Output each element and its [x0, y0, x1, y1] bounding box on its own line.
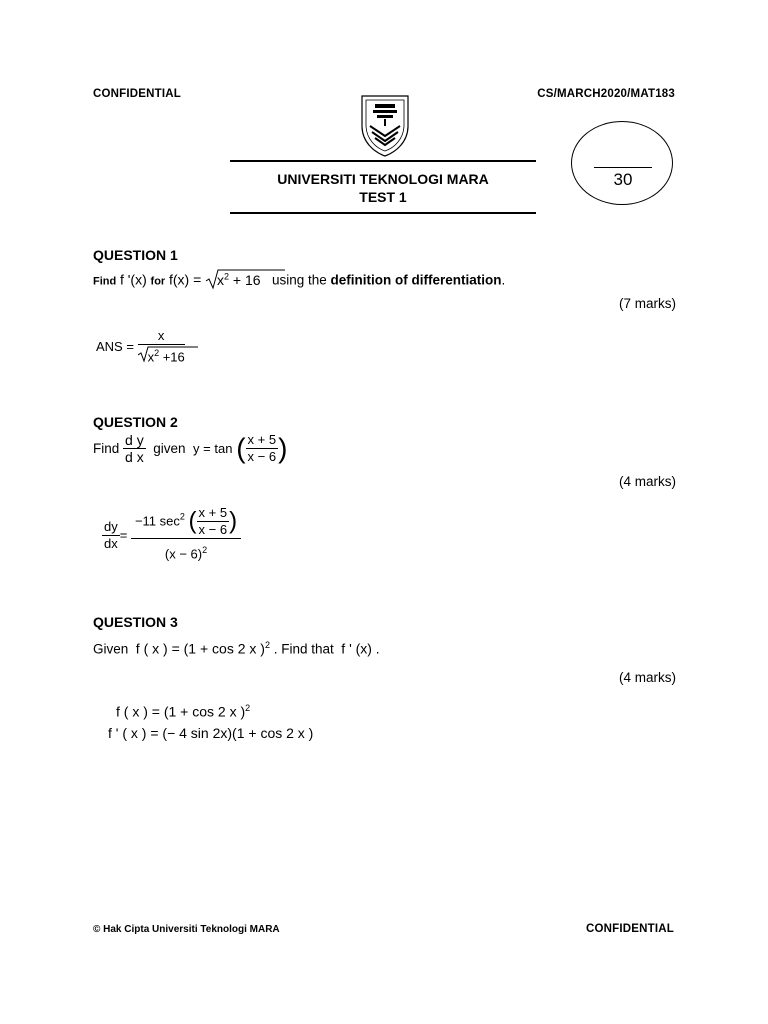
question-3-heading: QUESTION 3 — [93, 614, 178, 630]
q2-ans-den-exp: 2 — [202, 545, 208, 555]
q2-ans-open-paren: ( — [188, 507, 197, 535]
question-2-answer — [102, 505, 241, 565]
q1-fx: f(x) = — [168, 271, 202, 288]
title-bottom-rule — [230, 212, 536, 214]
q3-work1: f ( x ) = (1 + cos 2 x ) — [116, 703, 246, 720]
footer-copyright: © Hak Cipta Universiti Teknologi MARA — [93, 924, 280, 935]
q3-fx: f ( x ) = (1 + cos 2 x ) — [135, 640, 265, 657]
q1-radicand-exp: 2 — [224, 271, 230, 281]
q2-dy: d y — [125, 432, 144, 448]
q1-using: using the — [271, 272, 327, 288]
q2-find: Find — [93, 441, 120, 456]
q1-period: . — [501, 272, 506, 288]
q1-fprime: f '(x) — [119, 271, 147, 288]
q1-find: Find — [93, 275, 117, 288]
q2-ans-exp: 2 — [179, 511, 185, 522]
q2-open-paren: ( — [236, 432, 246, 464]
q1-ans-den — [138, 345, 185, 365]
q1-ans-num: x — [138, 328, 185, 345]
q2-frac-num: x + 5 — [247, 432, 277, 447]
score-circle — [571, 121, 673, 205]
q2-ans-inner-num: x + 5 — [198, 505, 228, 520]
q2-ans-den: (x − 6) — [164, 546, 203, 562]
header-confidential: CONFIDENTIAL — [93, 88, 182, 100]
q2-fraction — [246, 432, 279, 465]
q2-ans-numerator — [131, 505, 241, 539]
q2-dx: d x — [125, 449, 144, 465]
q2-ans-inner-den: x − 6 — [198, 522, 228, 537]
question-1-answer — [96, 328, 185, 365]
q1-ans-fraction — [138, 328, 185, 365]
q1-sqrt — [205, 272, 264, 288]
question-2-marks: (4 marks) — [619, 474, 676, 489]
score-value: 30 — [613, 170, 633, 189]
q2-given: given — [153, 441, 186, 456]
q1-ans-den-exp: 2 — [154, 348, 160, 358]
q2-ans-dx: dx — [104, 535, 118, 551]
q2-ans-eq: = — [119, 527, 128, 543]
q2-derivative — [123, 432, 146, 465]
question-3-marks: (4 marks) — [619, 670, 676, 685]
q1-ans-den-var: x — [147, 349, 155, 365]
university-name: UNIVERSITI TEKNOLOGI MARA — [277, 171, 489, 187]
q2-y-eq: y = tan — [193, 441, 233, 456]
university-logo — [356, 92, 414, 158]
question-1-heading: QUESTION 1 — [93, 247, 178, 263]
q1-for: for — [150, 275, 166, 288]
question-1-marks: (7 marks) — [619, 296, 676, 311]
q2-ans-dy: dy — [104, 518, 118, 534]
q2-ans-close-paren: ) — [229, 507, 238, 535]
question-2-heading: QUESTION 2 — [93, 414, 178, 430]
q1-ans-den-rest: +16 — [162, 349, 185, 365]
q2-ans-derivative — [102, 519, 120, 552]
sqrt-symbol — [138, 345, 198, 363]
q1-radicand: x — [217, 271, 225, 288]
q3-working-line-2: f ' ( x ) = (− 4 sin 2x)(1 + cos 2 x ) — [108, 725, 314, 741]
q1-bold-phrase: definition of differentiation — [330, 272, 502, 288]
q3-fprime: f ' (x) — [341, 640, 372, 657]
question-1-text — [93, 271, 505, 288]
q2-close-paren: ) — [278, 432, 288, 464]
score-divider — [594, 167, 652, 168]
q2-ans-denominator — [131, 539, 241, 565]
question-2-text — [93, 432, 287, 465]
q3-period: . — [375, 641, 380, 657]
q3-exp: 2 — [264, 640, 270, 650]
q3-given: Given — [93, 641, 129, 657]
sqrt-symbol — [205, 268, 285, 290]
q3-find-that: . Find that — [273, 641, 334, 657]
q2-ans-inner-fraction — [197, 505, 230, 538]
header-course-code: CS/MARCH2020/MAT183 — [537, 88, 675, 100]
q1-ans-label: ANS = — [96, 339, 134, 355]
q2-ans-fraction — [131, 505, 241, 565]
title-top-rule — [230, 160, 536, 162]
question-3-text — [93, 640, 380, 657]
footer-confidential: CONFIDENTIAL — [585, 923, 674, 935]
q3-working-line-1 — [116, 703, 250, 720]
q1-radicand-rest: + 16 — [232, 271, 261, 288]
q2-ans-coef: −11 sec — [134, 513, 180, 529]
test-title: TEST 1 — [359, 189, 407, 205]
q2-frac-den: x − 6 — [247, 449, 277, 464]
q3-work1-exp: 2 — [245, 703, 251, 713]
